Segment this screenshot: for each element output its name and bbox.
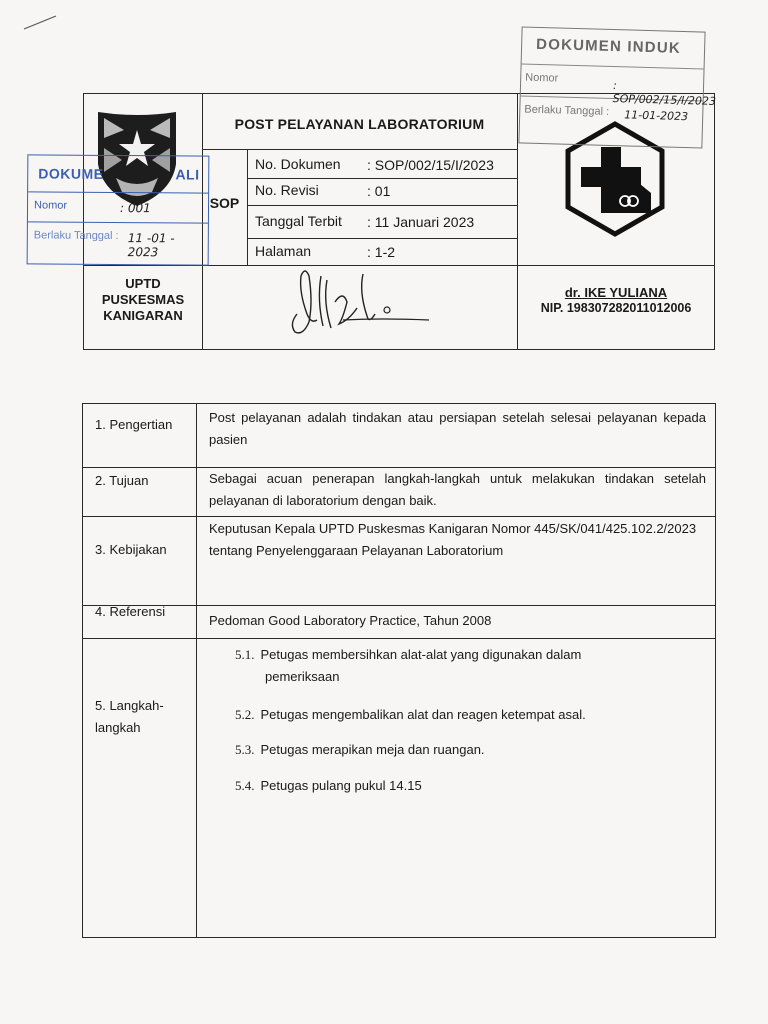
step-text: Petugas merapikan meja dan ruangan. [260, 742, 485, 757]
step-number: 5.1. [235, 647, 255, 662]
stamp-nomor-label: Nomor [525, 71, 559, 85]
stamp-berlaku-label: Berlaku Tanggal : [524, 103, 610, 118]
stamp-title: DOKUMEN INDUK [535, 35, 682, 57]
stamp-title: DOKUME ALI [38, 165, 200, 183]
stamp-berlaku-value: 11-01-2023 [624, 108, 689, 124]
signatory-nip: NIP. 198307282011012006 [540, 301, 692, 315]
section-text-kebijakan: Keputusan Kepala UPTD Puskesmas Kanigaran Nomor 445/SK/041/425.102.2/2023 tentang Penyelenggaraan Pelayanan Laboratorium [209, 521, 697, 558]
stamp-nomor-label: Nomor [33, 199, 68, 212]
step-text-continued: pemeriksaan [265, 669, 340, 684]
step-item [235, 739, 705, 761]
controlled-document-stamp [27, 154, 210, 265]
document-title: POST PELAYANAN LABORATORIUM [234, 116, 485, 132]
step-text: Petugas mengembalikan alat dan reagen ketempat asal. [260, 707, 586, 722]
signatory-name: dr. IKE YULIANA [564, 285, 668, 300]
section-label-kebijakan: 3. Kebijakan [95, 542, 167, 557]
field-label-no-dokumen: No. Dokumen [255, 156, 341, 172]
field-value-no-dokumen: : SOP/002/15/I/2023 [367, 157, 494, 173]
step-text: Petugas membersihkan alat-alat yang digunakan dalam [260, 647, 582, 662]
stamp-berlaku-label: Berlaku Tanggal : [33, 229, 119, 243]
step-item [235, 704, 705, 726]
field-value-tanggal-terbit: : 11 Januari 2023 [367, 214, 475, 230]
field-value-no-revisi: : 01 [367, 183, 391, 199]
section-label-tujuan: 2. Tujuan [95, 473, 149, 488]
step-item [235, 644, 705, 688]
signature [283, 262, 433, 340]
field-label-halaman: Halaman [255, 243, 312, 259]
master-document-stamp [518, 26, 717, 148]
section-text-pengertian: Post pelayanan adalah tindakan atau persiapan setelah selesai pelayanan kepada pasien [209, 410, 706, 447]
sop-label: SOP [209, 195, 240, 211]
step-number: 5.2. [235, 707, 255, 722]
step-item [235, 775, 705, 797]
section-label-pengertian: 1. Pengertian [95, 417, 173, 432]
section-label-langkah [95, 695, 195, 739]
section-text-referensi: Pedoman Good Laboratory Practice, Tahun 2008 [209, 613, 492, 628]
label-line: 5. Langkah- [95, 698, 164, 713]
stamp-nomor-value: : SOP/002/15/I/2023 [612, 79, 717, 108]
institution-line: PUSKESMAS [101, 292, 185, 307]
step-number: 5.4. [235, 778, 255, 793]
institution-line: UPTD [125, 276, 161, 291]
stamp-nomor-value: : 001 [119, 201, 151, 216]
institution-name [84, 276, 202, 324]
section-label-referensi: 4. Referensi [95, 604, 166, 619]
section-text-tujuan: Sebagai acuan penerapan langkah-langkah untuk melakukan tindakan setelah pelayanan di laboratorium dengan baik. [209, 471, 706, 508]
field-label-no-revisi: No. Revisi [255, 182, 319, 198]
field-value-halaman: : 1-2 [367, 244, 396, 260]
field-label-tanggal-terbit: Tanggal Terbit [255, 213, 342, 229]
pencil-mark [22, 12, 58, 32]
stamp-berlaku-value: 11 -01 - 2023 [127, 231, 175, 260]
step-number: 5.3. [235, 742, 255, 757]
institution-line: KANIGARAN [103, 308, 183, 323]
step-text: Petugas pulang pukul 14.15 [260, 778, 422, 793]
label-line: langkah [95, 720, 141, 735]
